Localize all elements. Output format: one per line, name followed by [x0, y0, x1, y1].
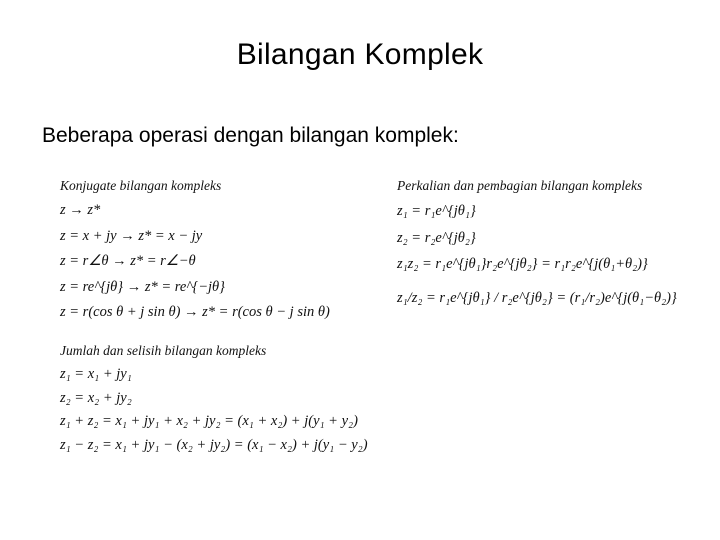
- conjugate-equation: z = re^{jθ} → z* = re^{−jθ}: [60, 278, 225, 295]
- difference-equation: z₁ − z₂ = x₁ + jy₁ − (x₂ + jy₂) = (x₁ − x₂) + j(y₁ − y₂): [60, 436, 368, 453]
- sum-equation: z₁ + z₂ = x₁ + jy₁ + x₂ + jy₂ = (x₁ + x₂) + j(y₁ + y₂): [60, 413, 358, 429]
- multiplication-section: [397, 178, 677, 318]
- conjugate-equation: z → z*: [60, 202, 101, 218]
- slide-title: Bilangan Komplek: [236, 38, 484, 71]
- conjugate-equation: z = r∠θ → z* = r∠−θ: [60, 253, 196, 269]
- multiplication-equation: z₁ = r₁e^{jθ₁}: [397, 203, 476, 219]
- conjugate-section: [60, 178, 330, 326]
- sum-difference-section: [60, 343, 368, 457]
- conjugate-equation: z = x + jy → z* = x − jy: [60, 227, 203, 244]
- division-equation: z₁/z₂ = r₁e^{jθ₁} / r₂e^{jθ₂} = (r₁/r₂)e^{j(θ₁−θ₂)}: [397, 289, 677, 306]
- multiplication-equation: z₁z₂ = r₁e^{jθ₁}r₂e^{jθ₂} = r₁r₂e^{j(θ₁+θ₂)}: [397, 256, 648, 272]
- conjugate-equation: z = r(cos θ + j sin θ) → z* = r(cos θ − j sin θ): [60, 304, 330, 320]
- sum-difference-heading: Jumlah dan selisih bilangan kompleks: [60, 343, 267, 358]
- slide-subtitle: Beberapa operasi dengan bilangan komplek:: [42, 124, 459, 147]
- multiplication-equation: z₂ = r₂e^{jθ₂}: [397, 229, 476, 246]
- sum-equation: z₁ = x₁ + jy₁: [60, 366, 132, 382]
- conjugate-heading: Konjugate bilangan kompleks: [60, 178, 222, 193]
- multiplication-heading: Perkalian dan pembagian bilangan kompleks: [397, 178, 643, 193]
- sum-equation: z₂ = x₂ + jy₂: [60, 389, 132, 406]
